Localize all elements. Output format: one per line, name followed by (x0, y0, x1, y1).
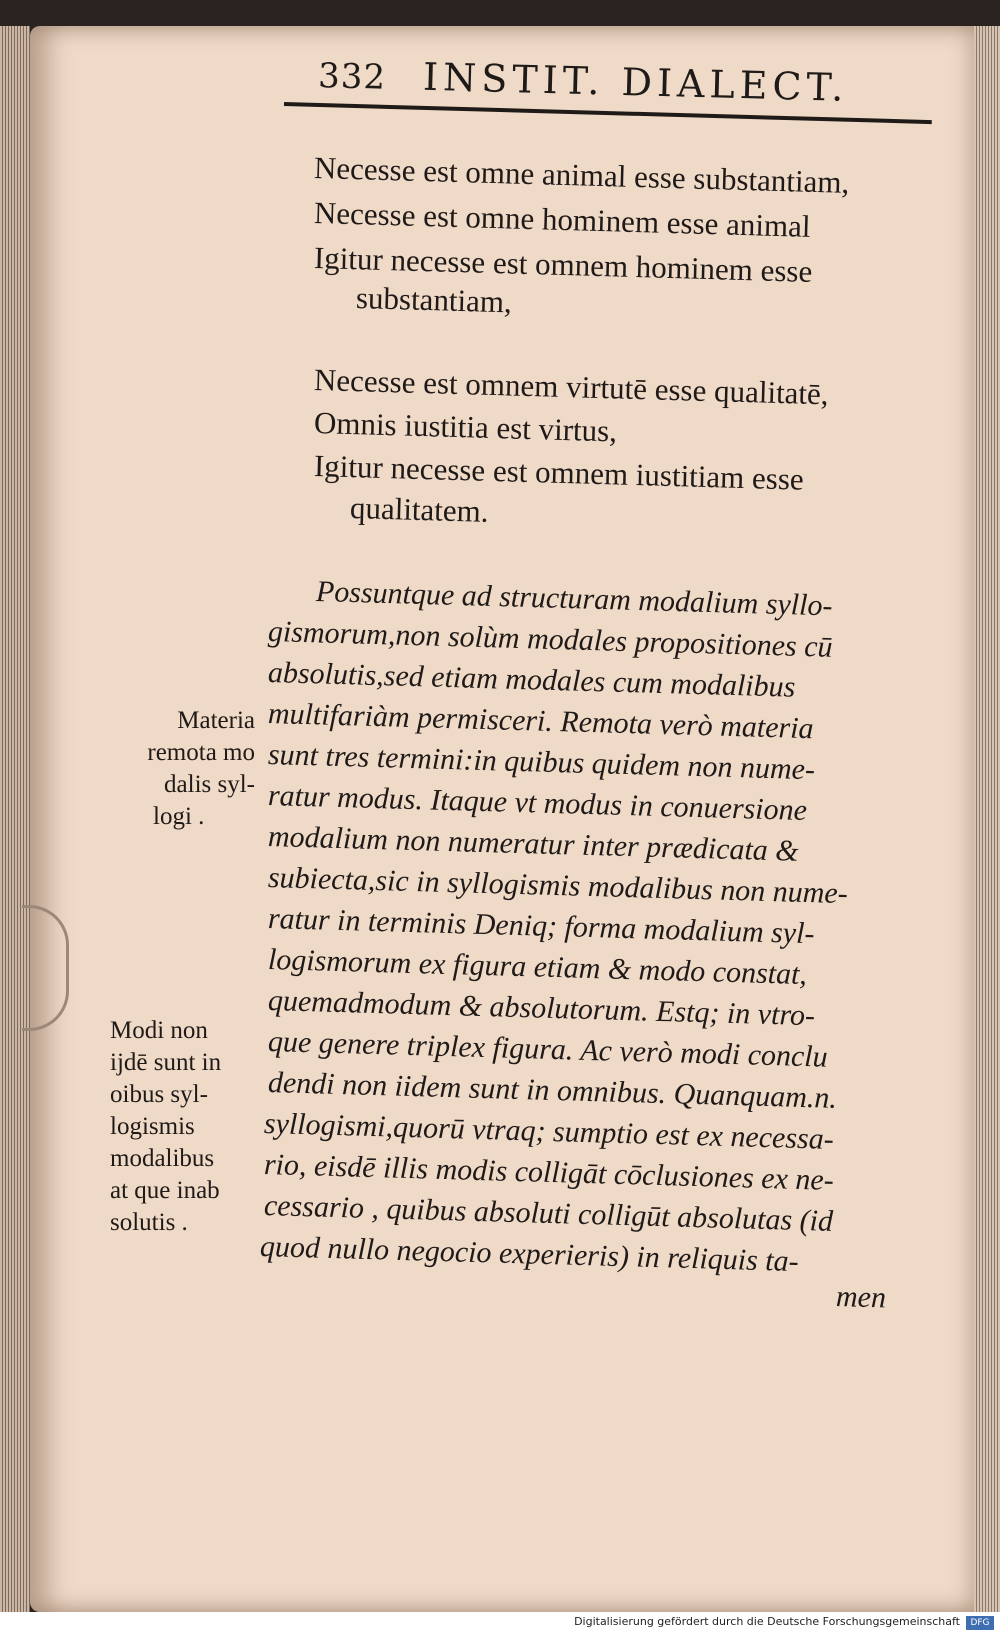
margin-note-line: Modi non (110, 1017, 208, 1044)
margin-note-2 (110, 1015, 260, 1239)
margin-note-line: Materia (177, 707, 255, 734)
margin-note-line: solutis . (110, 1209, 188, 1236)
margin-note-1 (115, 705, 255, 833)
body-line: sunt tres termini:in quibus quidem non nume- (267, 738, 816, 787)
body-line: que genere triplex figura. Ac verò modi conclu (267, 1025, 829, 1074)
page-stack-left (0, 26, 30, 1612)
syllogism-2-line: Igitur necesse est omnem iustitiam esse (313, 448, 805, 497)
body-line: dendi non iidem sunt in omnibus. Quanquam.n. (267, 1066, 838, 1115)
clasp-strap (22, 905, 69, 1031)
running-title: INSTIT. DIALECT. (422, 54, 849, 110)
margin-note-line: modalibus (110, 1145, 215, 1172)
body-line: Possuntque ad structuram modalium syllo- (315, 575, 833, 623)
margin-note-line: ijdē sunt in (110, 1049, 222, 1076)
body-line: absolutis,sed etiam modales cum modalibus (267, 656, 796, 704)
body-line: gismorum,non solùm modales propositiones cū (267, 615, 833, 664)
body-line: quemadmodum & absolutorum. Estq; in vtro- (267, 984, 816, 1033)
syllogism-2-line: Necesse est omnem virtutē esse qualitatē, (313, 362, 830, 412)
dfg-logo: DFG (966, 1616, 994, 1630)
footer-bar (0, 1612, 1000, 1636)
page-number: 332 (317, 56, 387, 98)
syllogism-2-line: Omnis iustitia est virtus, (313, 405, 618, 449)
syllogism-1-line: Necesse est omne hominem esse animal (313, 195, 812, 244)
body-line: modalium non numeratur inter prædicata & (267, 820, 800, 868)
body-line: syllogismi,quorū vtraq; sumptio est ex necessa- (263, 1107, 835, 1156)
body-line: logismorum ex figura etiam & modo constat, (267, 943, 808, 992)
catchword: men (835, 1280, 887, 1315)
body-line: subiecta,sic in syllogismis modalibus non nume- (267, 861, 849, 911)
body-line: ratur in terminis Deniq; forma modalium syl- (267, 902, 815, 951)
syllogism-1-line: substantiam, (355, 280, 513, 320)
body-line: multifariàm permisceri. Remota verò materia (267, 697, 815, 746)
margin-note-line: oibus syl- (110, 1081, 208, 1108)
margin-note-line: remota mo (147, 739, 255, 766)
margin-note-line: logismis (110, 1113, 195, 1140)
syllogism-2-line: qualitatem. (349, 490, 490, 529)
footer-credit: Digitalisierung gefördert durch die Deutsche Forschungsgemeinschaft (574, 1615, 960, 1628)
body-line: quod nullo negocio experieris) in reliquis ta- (259, 1230, 800, 1279)
margin-note-line: logi . (153, 803, 205, 830)
syllogism-1-line: Igitur necesse est omnem hominem esse (313, 240, 813, 289)
body-line: rio, eisdē illis modis colligāt cōclusiones ex ne- (263, 1148, 835, 1197)
body-line: ratur modus. Itaque vt modus in conuersione (267, 779, 808, 828)
syllogism-1-line: Necesse est omne animal esse substantiam, (313, 150, 850, 200)
margin-note-line: dalis syl- (164, 771, 255, 798)
page-stack-right (974, 26, 1000, 1612)
body-line: cessario , quibus absoluti colligūt absolutas (id (263, 1189, 834, 1238)
margin-note-line: at que inab (110, 1177, 220, 1204)
